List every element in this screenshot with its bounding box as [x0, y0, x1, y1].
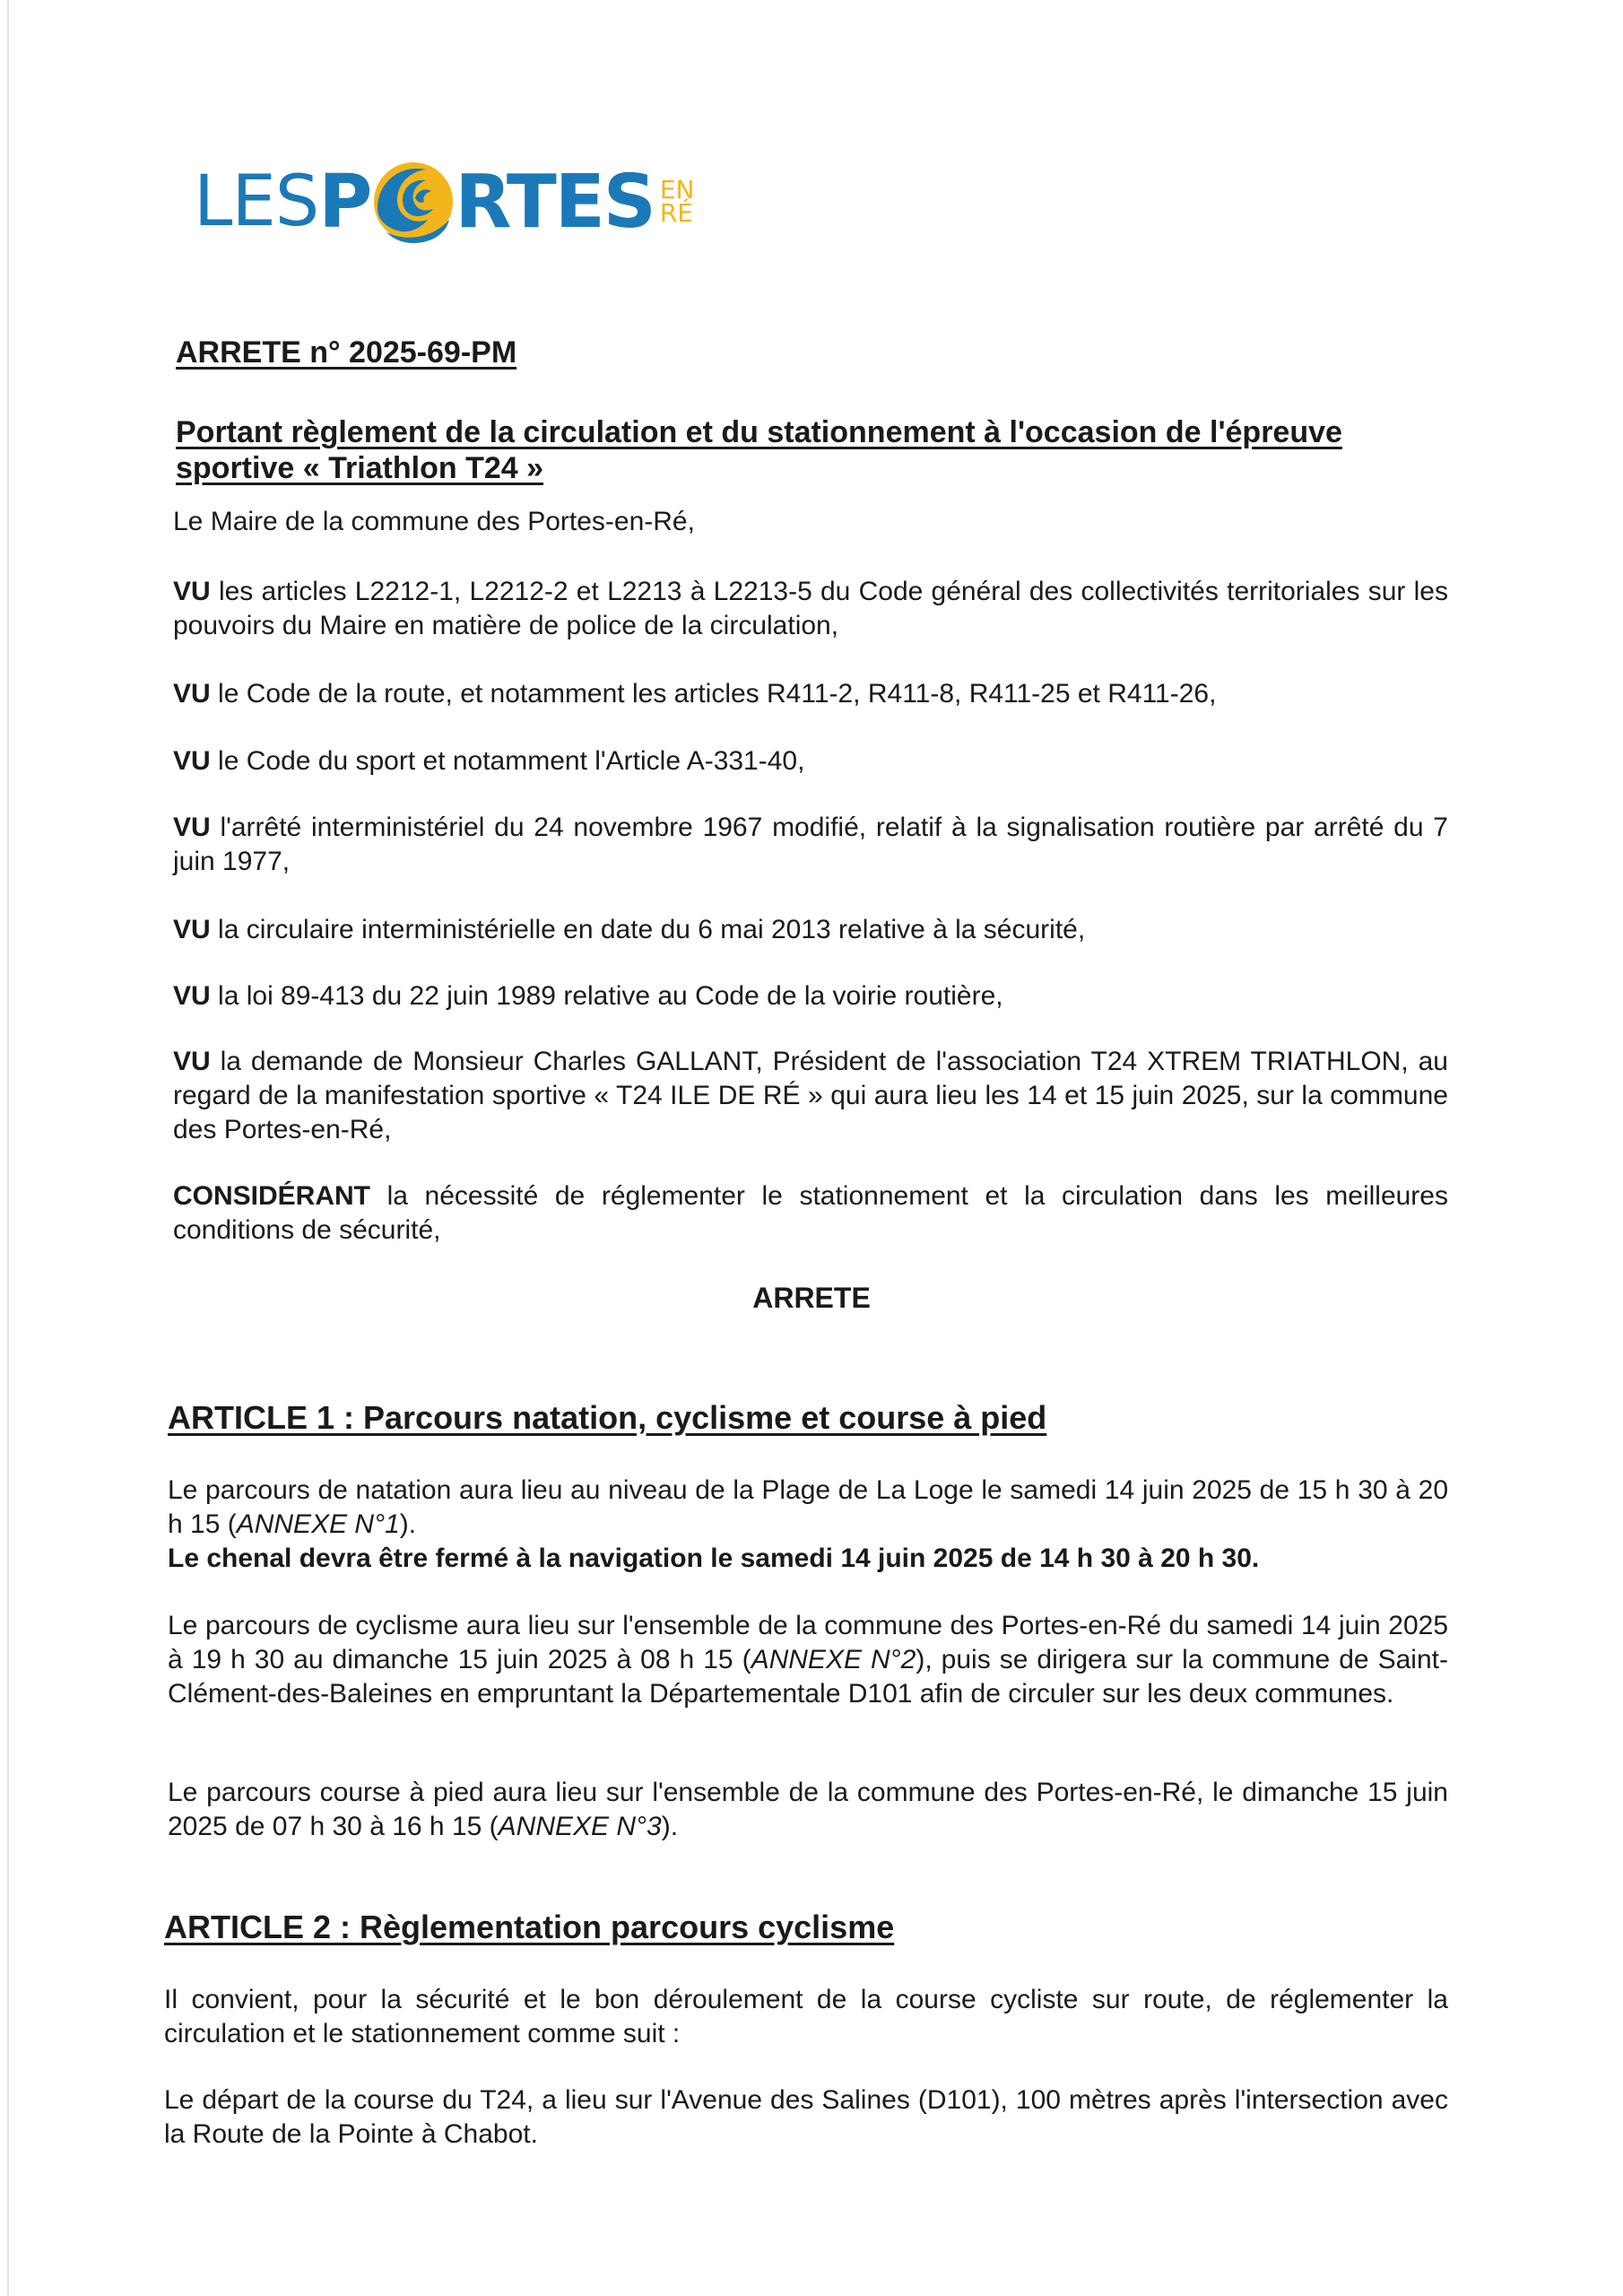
article-1-paragraph-2 — [168, 1609, 1448, 1711]
article-2-heading: ARTICLE 2 : Règlementation parcours cyclisme — [164, 1909, 895, 1945]
considerant-label: CONSIDÉRANT — [173, 1181, 371, 1211]
arrete-heading: ARRETE — [752, 1282, 871, 1314]
vu-label: VU — [173, 746, 211, 776]
vu-text: l'arrêté interministériel du 24 novembre 1967 modifié, relatif à la signalisation routière par arrêté du 7 juin 1977, — [173, 813, 1448, 876]
vu-item — [173, 1045, 1448, 1147]
vu-text: la demande de Monsieur Charles GALLANT, Président de l'association T24 XTREM TRIATHLON, au regard de la manifestation sportive « T24 ILE DE RÉ » qui aura lieu les 14 et 15 juin 2025, sur la commune des Portes-en-Ré, — [173, 1047, 1448, 1144]
annex-3-ref: ANNEXE N°3 — [498, 1812, 662, 1841]
article-1-paragraph-1 — [168, 1474, 1448, 1576]
mayor-line: Le Maire de la commune des Portes-en-Ré, — [173, 507, 695, 536]
article-1-paragraph-3 — [168, 1776, 1448, 1844]
vu-text: le Code de la route, et notamment les articles R411-2, R411-8, R411-25 et R411-26, — [218, 679, 1217, 709]
article-2-paragraph-2: Le départ de la course du T24, a lieu sur l'Avenue des Salines (D101), 100 mètres après l'intersection avec la Route de la Pointe à Chabot. — [164, 2085, 1448, 2149]
document-title: ARRETE n° 2025-69-PM — [176, 335, 517, 370]
considerant-paragraph — [173, 1179, 1448, 1248]
article-1-heading: ARTICLE 1 : Parcours natation, cyclisme et course à pied — [168, 1399, 1047, 1436]
vu-item — [173, 811, 1448, 879]
logo-re: RÉ — [659, 198, 693, 228]
vu-label: VU — [173, 915, 211, 944]
vu-item — [173, 744, 1448, 778]
vu-label: VU — [173, 1047, 211, 1076]
vu-text: le Code du sport et notamment l'Article A-331-40, — [218, 746, 805, 776]
chenal-notice: Le chenal devra être fermé à la navigation le samedi 14 juin 2025 de 14 h 30 à 20 h 30. — [168, 1544, 1260, 1573]
wave-logo-icon — [369, 157, 458, 247]
vu-text: les articles L2212-1, L2212-2 et L2213 à L2213-5 du Code général des collectivités territoriales sur les pouvoirs du Maire en matière de police de la circulation, — [173, 577, 1448, 640]
article-1-p2-end: ), puis se dirigera sur la commune de Saint-Clément-des-Baleines en empruntant la Départementale D101 afin de circuler sur les deux communes. — [168, 1645, 1448, 1709]
vu-item — [173, 913, 1448, 947]
annex-1-ref: ANNEXE N°1 — [236, 1509, 400, 1539]
article-1-p1-text: Le parcours de natation aura lieu au niveau de la Plage de La Loge le samedi 14 juin 2025 de 15 h 30 à 20 h 15 ( — [168, 1475, 1448, 1539]
page-edge — [7, 0, 9, 2296]
vu-text: la loi 89-413 du 22 juin 1989 relative au Code de la voirie routière, — [218, 981, 1003, 1011]
logo-en-re — [659, 175, 695, 228]
logo-text-les: LES — [194, 161, 319, 242]
vu-text: la circulaire interministérielle en date du 6 mai 2013 relative à la sécurité, — [218, 915, 1086, 944]
vu-label: VU — [173, 981, 211, 1011]
logo-en: EN — [659, 175, 695, 204]
document-subtitle: Portant règlement de la circulation et du stationnement à l'occasion de l'épreuve sportive « Triathlon T24 » — [176, 415, 1342, 485]
logo-text-p: P — [318, 159, 371, 245]
vu-label: VU — [173, 679, 211, 709]
article-1-p3-text: Le parcours course à pied aura lieu sur l'ensemble de la commune des Portes-en-Ré, le dimanche 15 juin 2025 de 07 h 30 à 16 h 15 ( — [168, 1778, 1448, 1841]
logo — [194, 152, 694, 251]
vu-label: VU — [173, 577, 211, 606]
vu-item — [173, 979, 1448, 1013]
vu-item — [173, 575, 1448, 643]
article-1-p3-end: ). — [661, 1812, 679, 1841]
logo-text-rtes: RTES — [455, 159, 655, 245]
vu-label: VU — [173, 813, 211, 842]
annex-2-ref: ANNEXE N°2 — [751, 1645, 916, 1674]
article-2-paragraph-1: Il convient, pour la sécurité et le bon déroulement de la course cycliste sur route, de réglementer la circulation et le stationnement comme suit : — [164, 1985, 1448, 2048]
considerant-text: la nécessité de réglementer le stationnement et la circulation dans les meilleures conditions de sécurité, — [173, 1181, 1448, 1245]
article-1-p1-end: ). — [399, 1509, 417, 1539]
article-1-p2-text: Le parcours de cyclisme aura lieu sur l'ensemble de la commune des Portes-en-Ré du samedi 14 juin 2025 à 19 h 30 au dimanche 15 juin 2025 à 08 h 15 ( — [168, 1611, 1448, 1674]
vu-item — [173, 677, 1448, 711]
